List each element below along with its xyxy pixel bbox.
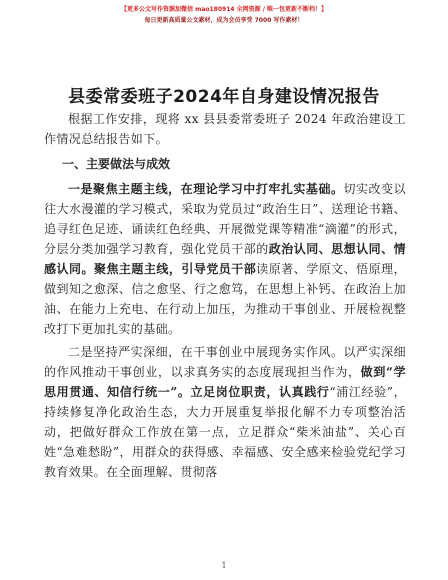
paragraph-1-text-a: 切实改变以往大水漫灌的学习模式，采取为党员过“政治生日”、送理论书籍、追寻红色足迹、诵读红色经典、开展微党课等精准“滴灌”的形式，分层分类加强学习教育，强化党员干部的 <box>44 182 406 256</box>
paragraph-1-emphasis-b: 聚焦主题主线，引导党员干部 <box>93 262 257 276</box>
promo-banner-line-1: 【更多公文写作资源加微信 mao180914 全网资源 / 唯一包更新不断档！】 <box>120 6 328 13</box>
section-heading: 一、主要做法与成效 <box>62 157 171 171</box>
paragraph-2-text-b: “浦江经验”，持续修复净化政治生态，大力开展重复举报化解不力专项整治活动，把做好群众工作放在第一点，立足群众“柴米油盐”、关心百姓“急难愁盼”，用群众的获得感、幸福感、安全感来检验党纪学习教育效果。在全面理解、贯彻落 <box>44 385 406 479</box>
intro-paragraph: 根据工作安排，现将 xx 县县委常委班子 2024 年政治建设工作情况总结报告如下。 <box>44 112 406 146</box>
paragraph-2-emphasis: 做到“学思用贯通、知信行统一”。立足岗位职责，认真践行 <box>44 365 406 399</box>
document-title: 县委常委班子2024年自身建设情况报告 <box>68 87 380 107</box>
paragraph-2-text-a: 二是坚持严实深细，在干事创业中展现务实作风。以严实深细的作风推动干事创业，以求真务实的态度展现担当作为， <box>44 345 406 379</box>
paragraph-1 <box>44 179 406 339</box>
page-number: 1 <box>221 561 227 570</box>
document-body <box>44 109 406 485</box>
paragraph-1-text-b: 读原著、学原文、悟原理，做到知之愈深、信之愈坚、行之愈笃，在思想上补钙、在政治上加油、在能力上充电、在行动上加压，为推动干事创业、开展检视整改打下更加扎实的基础。 <box>44 262 406 336</box>
paragraph-1-emphasis-a: 政治认同、思想认同、情感认同。 <box>44 242 407 276</box>
promo-banner-line-2: 每日更新高质量公文素材，成为会员享受 7000 写作素材！ <box>144 17 304 24</box>
paragraph-2 <box>44 342 406 482</box>
paragraph-1-lead: 一是聚焦主题主线，在理论学习中打牢扎实基础。 <box>68 182 344 196</box>
